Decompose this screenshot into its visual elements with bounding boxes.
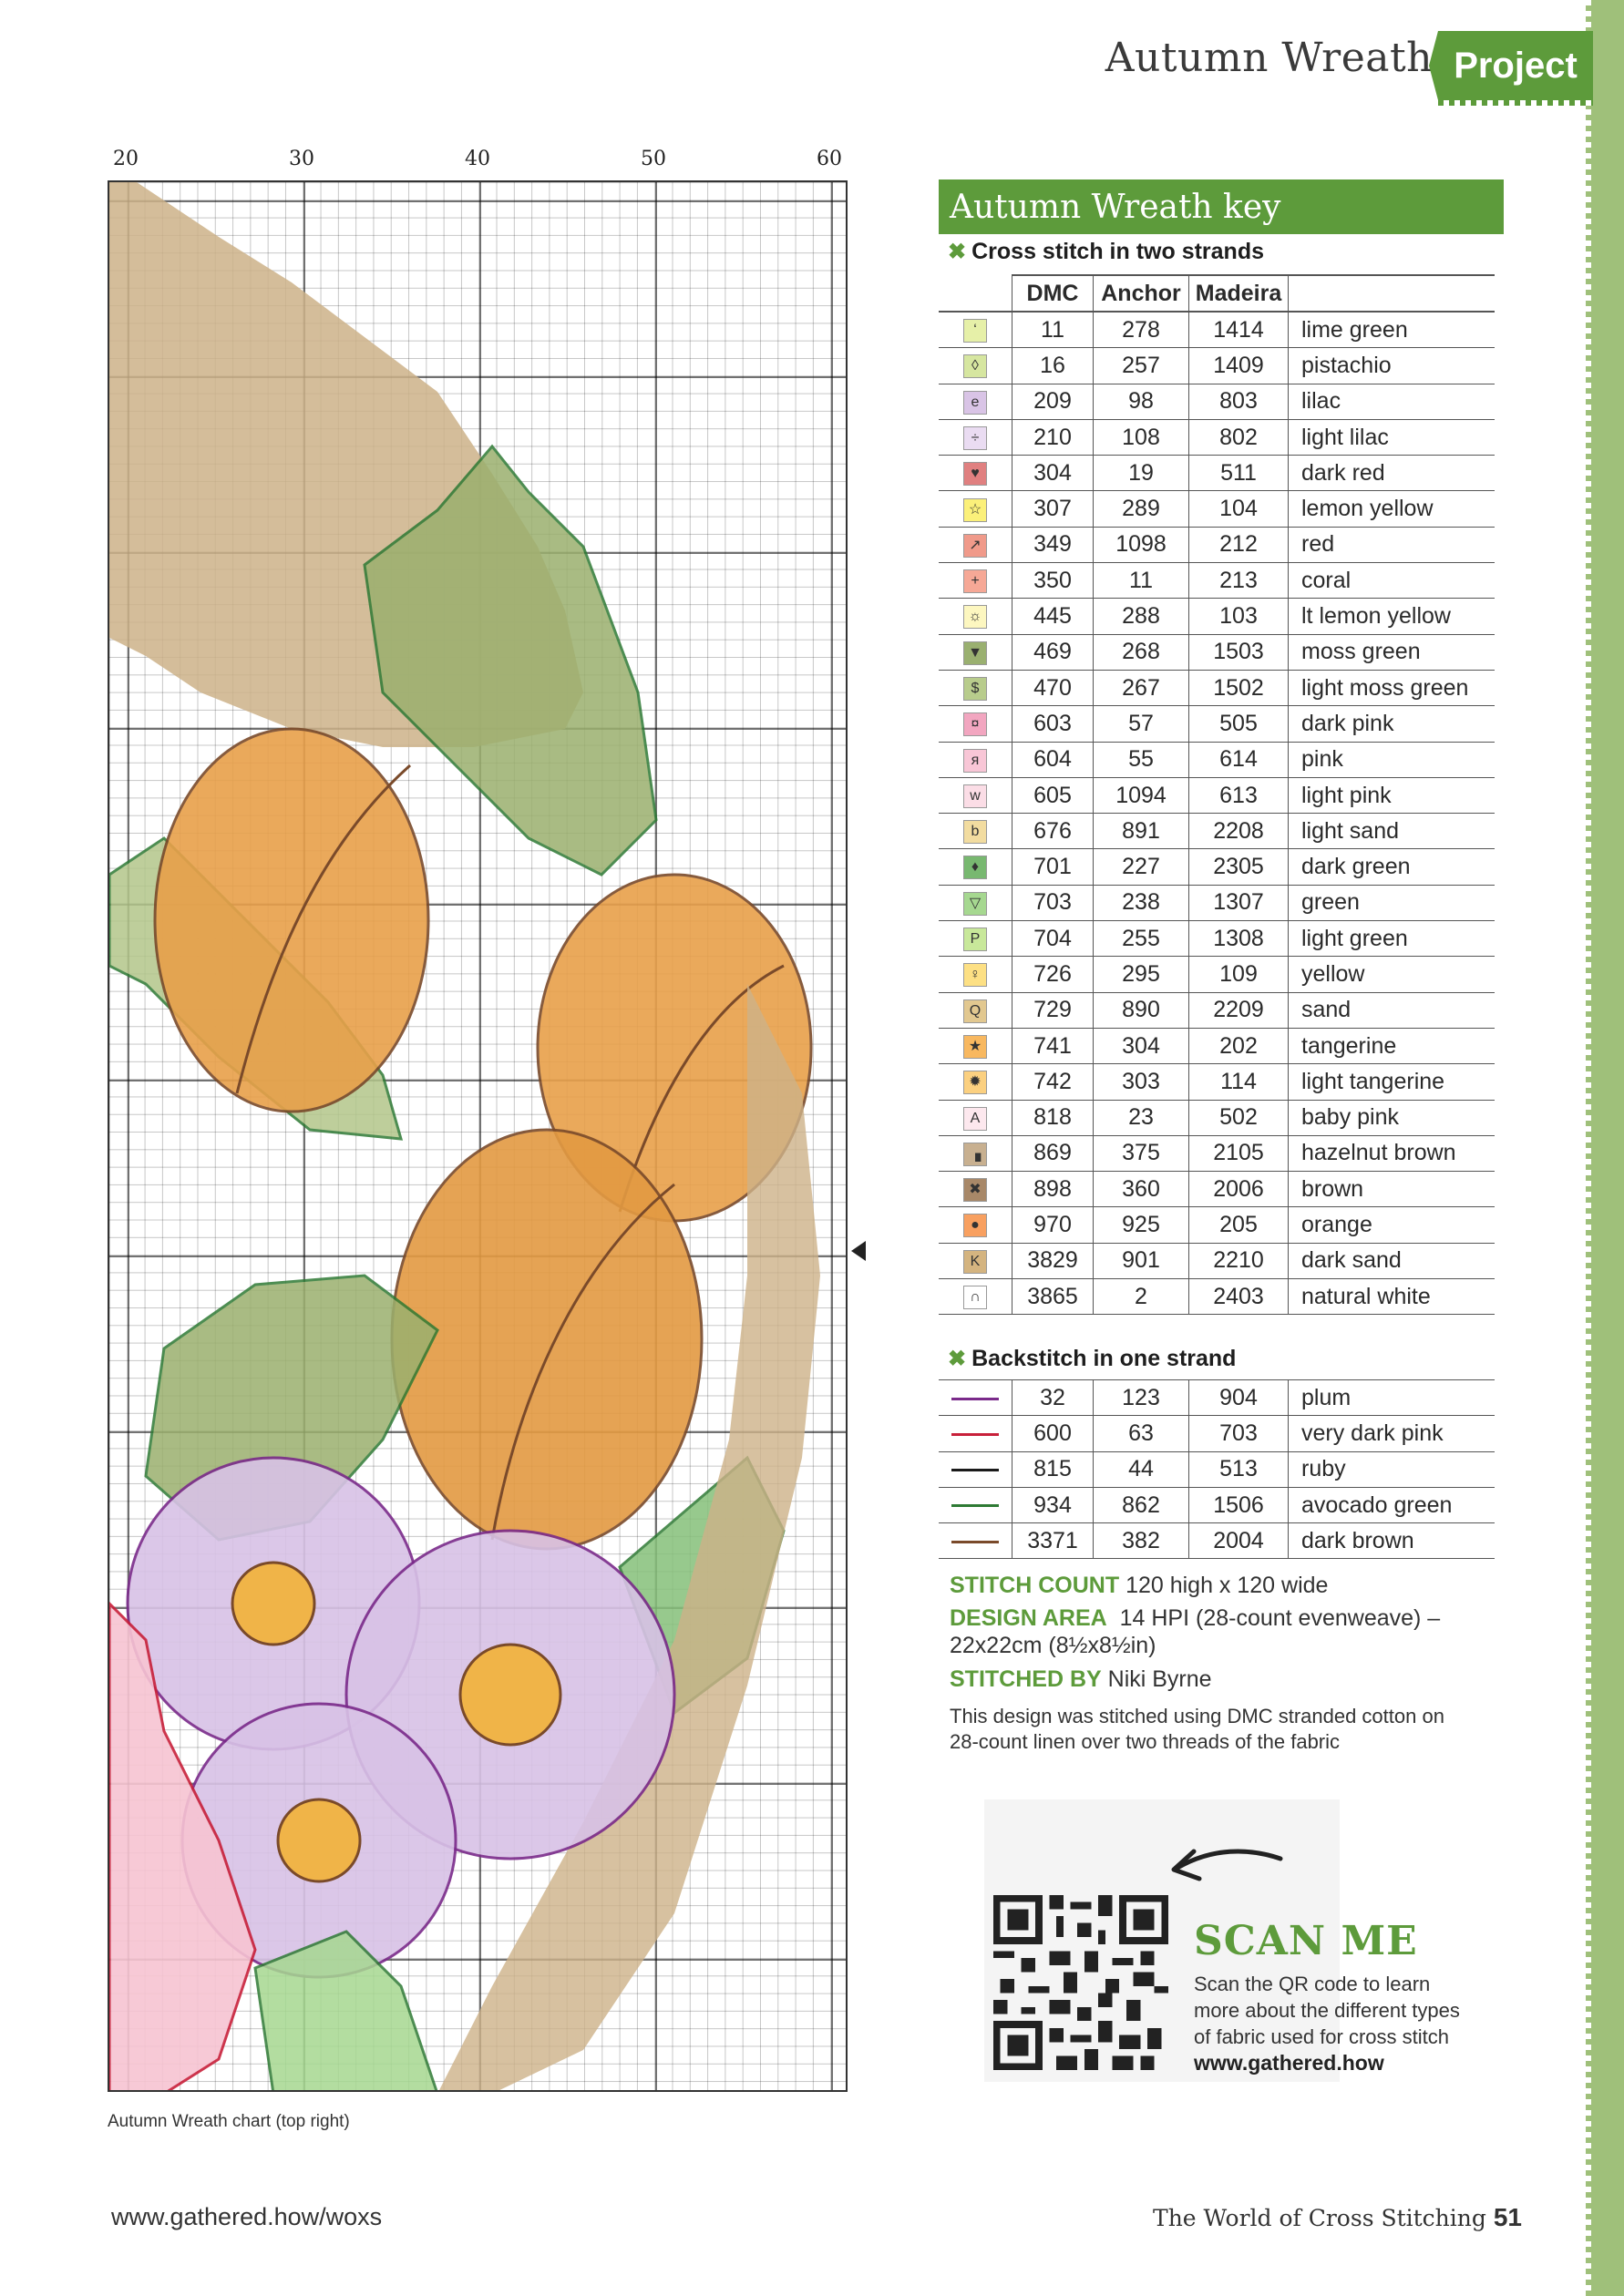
dmc-cell: 604 bbox=[1012, 742, 1094, 777]
key-row bbox=[939, 849, 1495, 885]
madeira-cell: 2006 bbox=[1189, 1172, 1289, 1207]
color-name-cell: sand bbox=[1289, 992, 1496, 1028]
thread-swatch-icon: Q bbox=[963, 999, 987, 1023]
madeira-cell: 703 bbox=[1189, 1416, 1289, 1451]
color-name-cell: coral bbox=[1289, 563, 1496, 599]
design-area-label: DESIGN AREA bbox=[950, 1605, 1107, 1631]
anchor-cell: 19 bbox=[1094, 456, 1189, 491]
design-area-value: 14 HPI (28-count evenweave) – bbox=[1119, 1605, 1441, 1631]
backstitch-heading-label: Backstitch in one strand bbox=[971, 1346, 1237, 1371]
dmc-cell: 676 bbox=[1012, 814, 1094, 849]
stitch-count-label: STITCH COUNT bbox=[950, 1573, 1120, 1598]
page-number: 51 bbox=[1493, 2203, 1522, 2231]
cross-stitch-table bbox=[939, 274, 1495, 1315]
line-swatch-cell bbox=[939, 1416, 1012, 1451]
anchor-cell: 268 bbox=[1094, 634, 1189, 670]
madeira-cell: 205 bbox=[1189, 1207, 1289, 1243]
thread-swatch-icon: ☆ bbox=[963, 498, 987, 522]
scan-me-url[interactable]: www.gathered.how bbox=[1194, 2051, 1384, 2075]
dmc-cell: 3371 bbox=[1012, 1523, 1094, 1559]
thread-swatch-icon: ☼ bbox=[963, 605, 987, 629]
dmc-cell: 869 bbox=[1012, 1135, 1094, 1171]
madeira-cell: 2105 bbox=[1189, 1135, 1289, 1171]
chart-daisy-3-center bbox=[278, 1799, 360, 1881]
swatch-cell bbox=[939, 670, 1012, 705]
key-row bbox=[939, 1172, 1495, 1207]
scan-me-text: Scan the QR code to learn more about the different types of fabric used for cross stitch bbox=[1194, 1973, 1460, 2048]
dmc-cell: 970 bbox=[1012, 1207, 1094, 1243]
backstitch-line-icon bbox=[951, 1541, 999, 1543]
axis-label-50: 50 bbox=[641, 148, 666, 170]
key-row bbox=[939, 1207, 1495, 1243]
madeira-cell: 1502 bbox=[1189, 670, 1289, 705]
anchor-cell: 1094 bbox=[1094, 777, 1189, 813]
anchor-cell: 257 bbox=[1094, 348, 1189, 384]
swatch-cell bbox=[939, 456, 1012, 491]
swatch-cell bbox=[939, 1028, 1012, 1063]
color-name-cell: dark red bbox=[1289, 456, 1496, 491]
stitch-note: This design was stitched using DMC stranded cotton on 28-count linen over two threads of the fabric bbox=[950, 1705, 1444, 1753]
madeira-cell: 511 bbox=[1189, 456, 1289, 491]
madeira-cell: 212 bbox=[1189, 527, 1289, 562]
thread-swatch-icon: ↗ bbox=[963, 534, 987, 558]
dmc-cell: 470 bbox=[1012, 670, 1094, 705]
col-madeira: Madeira bbox=[1189, 275, 1289, 312]
thread-swatch-icon: ▼ bbox=[963, 641, 987, 665]
anchor-cell: 57 bbox=[1094, 706, 1189, 742]
madeira-cell: 1308 bbox=[1189, 921, 1289, 957]
madeira-cell: 2210 bbox=[1189, 1243, 1289, 1278]
anchor-cell: 890 bbox=[1094, 992, 1189, 1028]
stitched-by-label: STITCHED BY bbox=[950, 1666, 1102, 1692]
color-name-cell: lime green bbox=[1289, 312, 1496, 348]
key-row bbox=[939, 527, 1495, 562]
dmc-cell: 600 bbox=[1012, 1416, 1094, 1451]
thread-swatch-icon: ✖ bbox=[963, 1178, 987, 1202]
key-row bbox=[939, 1028, 1495, 1063]
color-name-cell: light lilac bbox=[1289, 419, 1496, 455]
axis-label-40: 40 bbox=[465, 148, 490, 170]
col-anchor: Anchor bbox=[1094, 275, 1189, 312]
line-swatch-cell bbox=[939, 1487, 1012, 1522]
color-name-cell: light green bbox=[1289, 921, 1496, 957]
backstitch-line-icon bbox=[951, 1433, 999, 1436]
thread-swatch-icon: K bbox=[963, 1250, 987, 1274]
thread-swatch-icon: w bbox=[963, 784, 987, 808]
anchor-cell: 288 bbox=[1094, 599, 1189, 634]
dmc-cell: 898 bbox=[1012, 1172, 1094, 1207]
color-name-cell: red bbox=[1289, 527, 1496, 562]
dmc-cell: 349 bbox=[1012, 527, 1094, 562]
anchor-cell: 303 bbox=[1094, 1064, 1189, 1100]
swatch-cell bbox=[939, 1243, 1012, 1278]
key-row bbox=[939, 1064, 1495, 1100]
backstitch-line-icon bbox=[951, 1504, 999, 1507]
anchor-cell: 44 bbox=[1094, 1451, 1189, 1487]
swatch-cell bbox=[939, 706, 1012, 742]
madeira-cell: 613 bbox=[1189, 777, 1289, 813]
color-name-cell: ruby bbox=[1289, 1451, 1496, 1487]
thread-swatch-icon: ʻ bbox=[963, 319, 987, 343]
anchor-cell: 123 bbox=[1094, 1380, 1189, 1416]
dmc-cell: 16 bbox=[1012, 348, 1094, 384]
design-area bbox=[950, 1605, 1440, 1632]
color-name-cell: light sand bbox=[1289, 814, 1496, 849]
stitch-count bbox=[950, 1573, 1328, 1599]
key-row bbox=[939, 384, 1495, 419]
chart-axis bbox=[108, 148, 848, 175]
swatch-cell bbox=[939, 742, 1012, 777]
anchor-cell: 925 bbox=[1094, 1207, 1189, 1243]
chart-caption: Autumn Wreath chart (top right) bbox=[108, 2112, 350, 2131]
key-title: Autumn Wreath key bbox=[939, 179, 1504, 234]
swatch-cell bbox=[939, 491, 1012, 527]
dmc-cell: 307 bbox=[1012, 491, 1094, 527]
anchor-cell: 108 bbox=[1094, 419, 1189, 455]
key-row bbox=[939, 1279, 1495, 1315]
key-row bbox=[939, 634, 1495, 670]
thread-swatch-icon: ÷ bbox=[963, 426, 987, 450]
dmc-cell: 729 bbox=[1012, 992, 1094, 1028]
thread-swatch-icon: A bbox=[963, 1107, 987, 1131]
chart-fruit-3 bbox=[392, 1130, 702, 1549]
dmc-cell: 209 bbox=[1012, 384, 1094, 419]
color-name-cell: plum bbox=[1289, 1380, 1496, 1416]
cross-stitch-chart bbox=[108, 180, 848, 2092]
key-row bbox=[939, 312, 1495, 348]
swatch-cell bbox=[939, 1172, 1012, 1207]
key-row bbox=[939, 706, 1495, 742]
backstitch-row bbox=[939, 1451, 1495, 1487]
color-name-cell: dark green bbox=[1289, 849, 1496, 885]
swatch-cell bbox=[939, 384, 1012, 419]
key-row bbox=[939, 1100, 1495, 1135]
swatch-cell bbox=[939, 1279, 1012, 1315]
thread-swatch-icon: ♦ bbox=[963, 856, 987, 879]
backstitch-heading bbox=[948, 1346, 1236, 1372]
madeira-cell: 2004 bbox=[1189, 1523, 1289, 1559]
madeira-cell: 1503 bbox=[1189, 634, 1289, 670]
header-title: Autumn Wreath bbox=[1105, 35, 1433, 81]
swatch-cell bbox=[939, 957, 1012, 992]
thread-swatch-icon: ● bbox=[963, 1214, 987, 1237]
anchor-cell: 23 bbox=[1094, 1100, 1189, 1135]
thread-swatch-icon: e bbox=[963, 391, 987, 415]
footer-magazine-title: The World of Cross Stitching bbox=[1153, 2205, 1486, 2231]
thread-swatch-icon: ∩ bbox=[963, 1286, 987, 1309]
design-area-line2: 22x22cm (8½x8½in) bbox=[950, 1633, 1156, 1658]
anchor-cell: 375 bbox=[1094, 1135, 1189, 1171]
key-row bbox=[939, 419, 1495, 455]
key-row bbox=[939, 348, 1495, 384]
anchor-cell: 11 bbox=[1094, 563, 1189, 599]
color-name-cell: brown bbox=[1289, 1172, 1496, 1207]
cross-stitch-heading bbox=[948, 239, 1264, 265]
anchor-cell: 2 bbox=[1094, 1279, 1189, 1315]
color-name-cell: natural white bbox=[1289, 1279, 1496, 1315]
dmc-cell: 704 bbox=[1012, 921, 1094, 957]
color-name-cell: lemon yellow bbox=[1289, 491, 1496, 527]
swatch-cell bbox=[939, 527, 1012, 562]
dmc-cell: 934 bbox=[1012, 1487, 1094, 1522]
stitch-count-value: 120 high x 120 wide bbox=[1125, 1573, 1329, 1598]
color-name-cell: very dark pink bbox=[1289, 1416, 1496, 1451]
color-name-cell: light tangerine bbox=[1289, 1064, 1496, 1100]
key-row bbox=[939, 491, 1495, 527]
color-name-cell: avocado green bbox=[1289, 1487, 1496, 1522]
color-name-cell: orange bbox=[1289, 1207, 1496, 1243]
swatch-cell bbox=[939, 777, 1012, 813]
madeira-cell: 1506 bbox=[1189, 1487, 1289, 1522]
color-name-cell: baby pink bbox=[1289, 1100, 1496, 1135]
madeira-cell: 2305 bbox=[1189, 849, 1289, 885]
key-row bbox=[939, 992, 1495, 1028]
anchor-cell: 55 bbox=[1094, 742, 1189, 777]
dmc-cell: 603 bbox=[1012, 706, 1094, 742]
chart-leaf-bottom bbox=[255, 1932, 437, 2092]
key-row bbox=[939, 1135, 1495, 1171]
madeira-cell: 1307 bbox=[1189, 885, 1289, 920]
dmc-cell: 742 bbox=[1012, 1064, 1094, 1100]
key-row bbox=[939, 957, 1495, 992]
color-name-cell: pink bbox=[1289, 742, 1496, 777]
backstitch-row bbox=[939, 1380, 1495, 1416]
dmc-cell: 469 bbox=[1012, 634, 1094, 670]
color-name-cell: yellow bbox=[1289, 957, 1496, 992]
swatch-cell bbox=[939, 814, 1012, 849]
chart-center-marker bbox=[851, 1241, 866, 1261]
axis-label-20: 20 bbox=[113, 148, 139, 170]
key-row bbox=[939, 456, 1495, 491]
madeira-cell: 802 bbox=[1189, 419, 1289, 455]
thread-swatch-icon: b bbox=[963, 820, 987, 844]
color-name-cell: light pink bbox=[1289, 777, 1496, 813]
cross-icon: ✖ bbox=[948, 240, 967, 264]
scan-me-title: SCAN ME bbox=[1194, 1918, 1418, 1964]
thread-swatch-icon: ♥ bbox=[963, 462, 987, 486]
dmc-cell: 741 bbox=[1012, 1028, 1094, 1063]
stitched-by-value: Niki Byrne bbox=[1107, 1666, 1212, 1692]
backstitch-row bbox=[939, 1487, 1495, 1522]
dmc-cell: 350 bbox=[1012, 563, 1094, 599]
col-dmc: DMC bbox=[1012, 275, 1094, 312]
swatch-cell bbox=[939, 312, 1012, 348]
swatch-cell bbox=[939, 992, 1012, 1028]
key-row bbox=[939, 885, 1495, 920]
thread-swatch-icon: ★ bbox=[963, 1035, 987, 1059]
key-row bbox=[939, 670, 1495, 705]
key-row bbox=[939, 1243, 1495, 1278]
madeira-cell: 213 bbox=[1189, 563, 1289, 599]
swatch-cell bbox=[939, 921, 1012, 957]
madeira-cell: 505 bbox=[1189, 706, 1289, 742]
swatch-cell bbox=[939, 849, 1012, 885]
arrow-icon bbox=[1157, 1831, 1285, 1895]
thread-swatch-icon: ▽ bbox=[963, 892, 987, 916]
dmc-cell: 11 bbox=[1012, 312, 1094, 348]
line-swatch-cell bbox=[939, 1380, 1012, 1416]
color-name-cell: green bbox=[1289, 885, 1496, 920]
chart-artwork bbox=[109, 182, 848, 2092]
color-name-cell: tangerine bbox=[1289, 1028, 1496, 1063]
anchor-cell: 63 bbox=[1094, 1416, 1189, 1451]
page-edge-stripe bbox=[1591, 0, 1624, 2296]
madeira-cell: 614 bbox=[1189, 742, 1289, 777]
madeira-cell: 2208 bbox=[1189, 814, 1289, 849]
dmc-cell: 3829 bbox=[1012, 1243, 1094, 1278]
anchor-cell: 278 bbox=[1094, 312, 1189, 348]
color-name-cell: light moss green bbox=[1289, 670, 1496, 705]
backstitch-row bbox=[939, 1523, 1495, 1559]
anchor-cell: 255 bbox=[1094, 921, 1189, 957]
key-row bbox=[939, 742, 1495, 777]
madeira-cell: 904 bbox=[1189, 1380, 1289, 1416]
madeira-cell: 502 bbox=[1189, 1100, 1289, 1135]
swatch-cell bbox=[939, 348, 1012, 384]
qr-code-icon[interactable] bbox=[993, 1895, 1168, 2070]
key-row bbox=[939, 921, 1495, 957]
thread-swatch-icon: я bbox=[963, 749, 987, 773]
footer-magazine bbox=[1148, 2203, 1522, 2232]
swatch-cell bbox=[939, 419, 1012, 455]
anchor-cell: 238 bbox=[1094, 885, 1189, 920]
thread-swatch-icon: ◊ bbox=[963, 354, 987, 378]
dmc-cell: 304 bbox=[1012, 456, 1094, 491]
anchor-cell: 862 bbox=[1094, 1487, 1189, 1522]
color-name-cell: dark sand bbox=[1289, 1243, 1496, 1278]
color-name-cell: moss green bbox=[1289, 634, 1496, 670]
key-row bbox=[939, 777, 1495, 813]
backstitch-line-icon bbox=[951, 1398, 999, 1400]
cross-stitch-heading-label: Cross stitch in two strands bbox=[971, 239, 1264, 264]
key-row bbox=[939, 814, 1495, 849]
swatch-cell bbox=[939, 1100, 1012, 1135]
line-swatch-cell bbox=[939, 1523, 1012, 1559]
footer-website[interactable]: www.gathered.how/woxs bbox=[111, 2203, 383, 2230]
anchor-cell: 382 bbox=[1094, 1523, 1189, 1559]
anchor-cell: 1098 bbox=[1094, 527, 1189, 562]
dmc-cell: 605 bbox=[1012, 777, 1094, 813]
color-name-cell: dark brown bbox=[1289, 1523, 1496, 1559]
color-name-cell: lilac bbox=[1289, 384, 1496, 419]
swatch-cell bbox=[939, 563, 1012, 599]
swatch-cell bbox=[939, 1207, 1012, 1243]
backstitch-line-icon bbox=[951, 1469, 999, 1471]
anchor-cell: 98 bbox=[1094, 384, 1189, 419]
dmc-cell: 703 bbox=[1012, 885, 1094, 920]
backstitch-table bbox=[939, 1379, 1495, 1559]
madeira-cell: 103 bbox=[1189, 599, 1289, 634]
madeira-cell: 1409 bbox=[1189, 348, 1289, 384]
dmc-cell: 445 bbox=[1012, 599, 1094, 634]
dmc-cell: 815 bbox=[1012, 1451, 1094, 1487]
dmc-cell: 32 bbox=[1012, 1380, 1094, 1416]
color-name-cell: hazelnut brown bbox=[1289, 1135, 1496, 1171]
anchor-cell: 360 bbox=[1094, 1172, 1189, 1207]
backstitch-row bbox=[939, 1416, 1495, 1451]
anchor-cell: 901 bbox=[1094, 1243, 1189, 1278]
thread-swatch-icon: $ bbox=[963, 677, 987, 701]
stitched-by bbox=[950, 1666, 1212, 1693]
key-table-header bbox=[939, 275, 1495, 312]
madeira-cell: 109 bbox=[1189, 957, 1289, 992]
madeira-cell: 1414 bbox=[1189, 312, 1289, 348]
header-project-tab: Project bbox=[1438, 31, 1593, 100]
key-row bbox=[939, 563, 1495, 599]
madeira-cell: 2403 bbox=[1189, 1279, 1289, 1315]
color-name-cell: pistachio bbox=[1289, 348, 1496, 384]
swatch-cell bbox=[939, 1135, 1012, 1171]
key-row bbox=[939, 599, 1495, 634]
color-name-cell: dark pink bbox=[1289, 706, 1496, 742]
anchor-cell: 891 bbox=[1094, 814, 1189, 849]
swatch-cell bbox=[939, 634, 1012, 670]
madeira-cell: 114 bbox=[1189, 1064, 1289, 1100]
color-name-cell: lt lemon yellow bbox=[1289, 599, 1496, 634]
madeira-cell: 104 bbox=[1189, 491, 1289, 527]
thread-swatch-icon: P bbox=[963, 928, 987, 951]
dmc-cell: 818 bbox=[1012, 1100, 1094, 1135]
dmc-cell: 3865 bbox=[1012, 1279, 1094, 1315]
swatch-cell bbox=[939, 1064, 1012, 1100]
thread-swatch-icon: ♀ bbox=[963, 963, 987, 987]
anchor-cell: 295 bbox=[1094, 957, 1189, 992]
cross-icon: ✖ bbox=[948, 1347, 967, 1371]
madeira-cell: 513 bbox=[1189, 1451, 1289, 1487]
anchor-cell: 227 bbox=[1094, 849, 1189, 885]
dmc-cell: 210 bbox=[1012, 419, 1094, 455]
anchor-cell: 289 bbox=[1094, 491, 1189, 527]
madeira-cell: 803 bbox=[1189, 384, 1289, 419]
thread-swatch-icon: ▗ bbox=[963, 1143, 987, 1166]
thread-swatch-icon: ¤ bbox=[963, 712, 987, 736]
dmc-cell: 701 bbox=[1012, 849, 1094, 885]
line-swatch-cell bbox=[939, 1451, 1012, 1487]
anchor-cell: 304 bbox=[1094, 1028, 1189, 1063]
axis-label-60: 60 bbox=[817, 148, 842, 170]
madeira-cell: 202 bbox=[1189, 1028, 1289, 1063]
anchor-cell: 267 bbox=[1094, 670, 1189, 705]
madeira-cell: 2209 bbox=[1189, 992, 1289, 1028]
dmc-cell: 726 bbox=[1012, 957, 1094, 992]
swatch-cell bbox=[939, 885, 1012, 920]
thread-swatch-icon: ✹ bbox=[963, 1071, 987, 1094]
thread-swatch-icon: + bbox=[963, 569, 987, 593]
chart-daisy-2-center bbox=[460, 1645, 560, 1745]
swatch-cell bbox=[939, 599, 1012, 634]
chart-daisy-1-center bbox=[232, 1563, 314, 1645]
axis-label-30: 30 bbox=[289, 148, 314, 170]
